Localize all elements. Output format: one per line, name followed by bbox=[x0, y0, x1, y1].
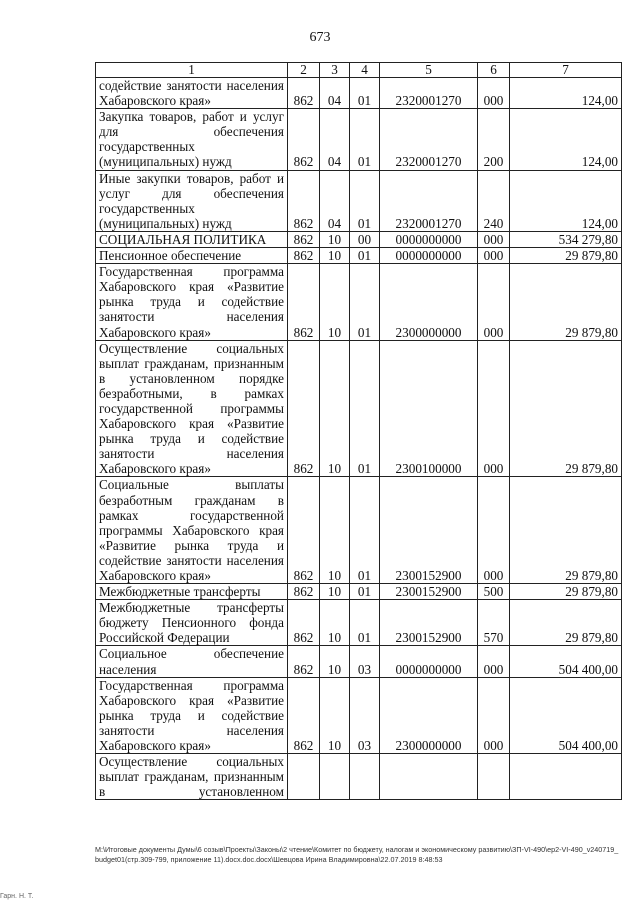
table-row bbox=[96, 109, 622, 170]
document-path-footer: M:\Итоговые документы Думы\6 созыв\Проекты\Законы\2 чтение\Комитет по бюджету, налогам и экономическому развитию\ЗП-VI-490\ер2-VI-490_v240719_budget01(стр.309-799, приложение 11).docx.doc.docx\Шевцова Ирина Владимировна\22.07.2019 8:48:53 bbox=[95, 845, 619, 864]
row-section bbox=[320, 754, 350, 800]
row-target-article: 2300100000 bbox=[380, 340, 478, 477]
row-name: Иные закупки товаров, работ и услуг для обеспечения государственных (муниципальных) нужд bbox=[96, 170, 288, 231]
table-row bbox=[96, 170, 622, 231]
row-amount: 29 879,80 bbox=[510, 584, 622, 600]
row-expense-type: 000 bbox=[478, 264, 510, 340]
row-amount: 504 400,00 bbox=[510, 677, 622, 753]
row-name: СОЦИАЛЬНАЯ ПОЛИТИКА bbox=[96, 231, 288, 247]
row-expense-type: 240 bbox=[478, 170, 510, 231]
column-header: 7 bbox=[510, 63, 622, 78]
row-subsection: 01 bbox=[350, 340, 380, 477]
row-admin-code: 862 bbox=[288, 477, 320, 584]
row-subsection bbox=[350, 754, 380, 800]
column-header: 3 bbox=[320, 63, 350, 78]
row-name: Социальное обеспечение населения bbox=[96, 646, 288, 677]
row-subsection: 01 bbox=[350, 109, 380, 170]
row-name: содействие занятости населения Хабаровского края» bbox=[96, 78, 288, 109]
row-subsection: 03 bbox=[350, 646, 380, 677]
row-amount: 124,00 bbox=[510, 170, 622, 231]
row-target-article: 0000000000 bbox=[380, 646, 478, 677]
row-admin-code: 862 bbox=[288, 600, 320, 646]
table-row bbox=[96, 248, 622, 264]
row-admin-code: 862 bbox=[288, 170, 320, 231]
table-row bbox=[96, 231, 622, 247]
row-amount: 29 879,80 bbox=[510, 477, 622, 584]
table-header-row bbox=[96, 63, 622, 78]
row-target-article: 2320001270 bbox=[380, 78, 478, 109]
row-target-article: 2320001270 bbox=[380, 170, 478, 231]
row-target-article: 2300152900 bbox=[380, 477, 478, 584]
row-subsection: 01 bbox=[350, 170, 380, 231]
row-expense-type: 000 bbox=[478, 646, 510, 677]
row-name: Пенсионное обеспечение bbox=[96, 248, 288, 264]
row-amount: 29 879,80 bbox=[510, 248, 622, 264]
budget-table bbox=[95, 62, 622, 800]
row-amount: 29 879,80 bbox=[510, 340, 622, 477]
column-header: 2 bbox=[288, 63, 320, 78]
row-section: 04 bbox=[320, 109, 350, 170]
table-row bbox=[96, 677, 622, 753]
table-row bbox=[96, 340, 622, 477]
row-name: Осуществление социальных выплат гражданам, признанным в установленном порядке безработными, в рамках государственной программы Хабаровского края «Развитие рынка труда и содействие занятости населения Хабаровского края» bbox=[96, 340, 288, 477]
row-target-article: 2300152900 bbox=[380, 584, 478, 600]
row-admin-code: 862 bbox=[288, 584, 320, 600]
row-target-article: 2300152900 bbox=[380, 600, 478, 646]
row-section: 10 bbox=[320, 340, 350, 477]
row-section: 10 bbox=[320, 477, 350, 584]
row-section: 10 bbox=[320, 677, 350, 753]
row-target-article bbox=[380, 754, 478, 800]
row-expense-type: 000 bbox=[478, 477, 510, 584]
row-amount: 534 279,80 bbox=[510, 231, 622, 247]
table-row bbox=[96, 646, 622, 677]
row-target-article: 2320001270 bbox=[380, 109, 478, 170]
row-section: 10 bbox=[320, 264, 350, 340]
row-admin-code: 862 bbox=[288, 340, 320, 477]
table-row bbox=[96, 78, 622, 109]
margin-mark: Гарн. Н. Т. bbox=[0, 893, 34, 900]
table-row bbox=[96, 477, 622, 584]
row-amount: 124,00 bbox=[510, 78, 622, 109]
row-subsection: 01 bbox=[350, 248, 380, 264]
column-header: 1 bbox=[96, 63, 288, 78]
row-section: 04 bbox=[320, 170, 350, 231]
row-name: Межбюджетные трансферты bbox=[96, 584, 288, 600]
row-subsection: 00 bbox=[350, 231, 380, 247]
row-expense-type: 000 bbox=[478, 248, 510, 264]
row-expense-type bbox=[478, 754, 510, 800]
row-name: Закупка товаров, работ и услуг для обеспечения государственных (муниципальных) нужд bbox=[96, 109, 288, 170]
row-expense-type: 000 bbox=[478, 231, 510, 247]
row-amount bbox=[510, 754, 622, 800]
row-target-article: 2300000000 bbox=[380, 264, 478, 340]
row-subsection: 01 bbox=[350, 78, 380, 109]
row-section: 10 bbox=[320, 600, 350, 646]
row-subsection: 03 bbox=[350, 677, 380, 753]
row-name: Межбюджетные трансферты бюджету Пенсионного фонда Российской Федерации bbox=[96, 600, 288, 646]
table-row bbox=[96, 754, 622, 800]
row-admin-code: 862 bbox=[288, 109, 320, 170]
row-subsection: 01 bbox=[350, 600, 380, 646]
row-amount: 124,00 bbox=[510, 109, 622, 170]
row-name: Государственная программа Хабаровского края «Развитие рынка труда и содействие занятости населения Хабаровского края» bbox=[96, 677, 288, 753]
row-section: 10 bbox=[320, 646, 350, 677]
row-subsection: 01 bbox=[350, 584, 380, 600]
row-name: Государственная программа Хабаровского края «Развитие рынка труда и содействие занятости населения Хабаровского края» bbox=[96, 264, 288, 340]
row-name: Социальные выплаты безработным гражданам в рамках государственной программы Хабаровского края «Развитие рынка труда и содействие занятости населения Хабаровского края» bbox=[96, 477, 288, 584]
table-row bbox=[96, 264, 622, 340]
row-amount: 29 879,80 bbox=[510, 600, 622, 646]
column-header: 5 bbox=[380, 63, 478, 78]
row-expense-type: 000 bbox=[478, 677, 510, 753]
table-row bbox=[96, 584, 622, 600]
row-amount: 504 400,00 bbox=[510, 646, 622, 677]
row-target-article: 0000000000 bbox=[380, 248, 478, 264]
row-amount: 29 879,80 bbox=[510, 264, 622, 340]
table-row bbox=[96, 600, 622, 646]
row-expense-type: 000 bbox=[478, 340, 510, 477]
column-header: 6 bbox=[478, 63, 510, 78]
row-section: 10 bbox=[320, 231, 350, 247]
row-expense-type: 570 bbox=[478, 600, 510, 646]
row-target-article: 0000000000 bbox=[380, 231, 478, 247]
row-section: 04 bbox=[320, 78, 350, 109]
row-expense-type: 200 bbox=[478, 109, 510, 170]
row-admin-code: 862 bbox=[288, 677, 320, 753]
row-admin-code: 862 bbox=[288, 231, 320, 247]
row-expense-type: 000 bbox=[478, 78, 510, 109]
row-admin-code: 862 bbox=[288, 78, 320, 109]
row-admin-code: 862 bbox=[288, 264, 320, 340]
row-admin-code: 862 bbox=[288, 248, 320, 264]
row-name: Осуществление социальных выплат гражданам, признанным в установленном bbox=[96, 754, 288, 800]
row-admin-code: 862 bbox=[288, 646, 320, 677]
row-target-article: 2300000000 bbox=[380, 677, 478, 753]
row-admin-code bbox=[288, 754, 320, 800]
row-section: 10 bbox=[320, 248, 350, 264]
row-subsection: 01 bbox=[350, 264, 380, 340]
column-header: 4 bbox=[350, 63, 380, 78]
page-number: 673 bbox=[309, 30, 331, 45]
row-section: 10 bbox=[320, 584, 350, 600]
row-expense-type: 500 bbox=[478, 584, 510, 600]
row-subsection: 01 bbox=[350, 477, 380, 584]
